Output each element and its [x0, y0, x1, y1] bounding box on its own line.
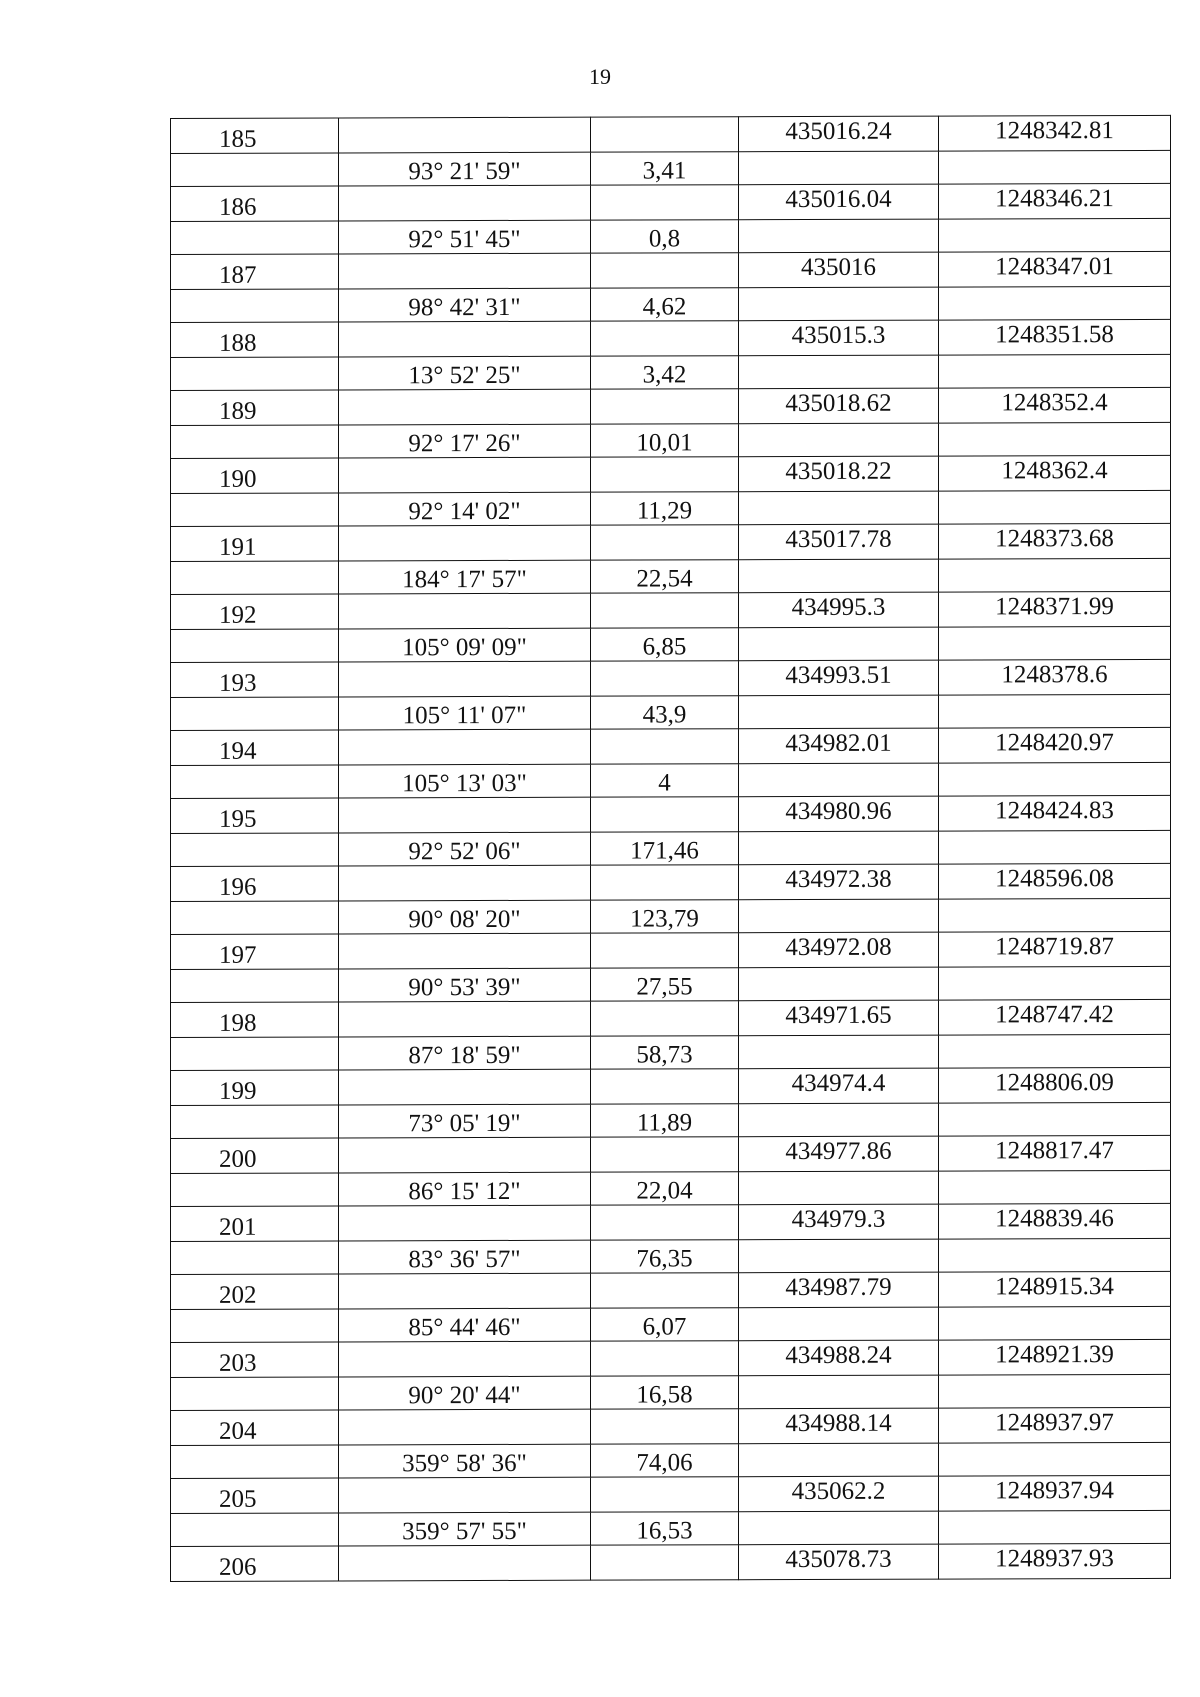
x-coordinate-cell	[739, 1103, 939, 1137]
direction-angle-cell: 359° 57' 55"	[339, 1512, 591, 1546]
direction-angle-cell	[339, 1545, 591, 1581]
distance-cell	[591, 253, 739, 288]
x-coordinate-cell	[739, 559, 939, 593]
x-coordinate-cell: 434974.4	[739, 1068, 939, 1104]
point-number-cell: 198	[171, 1002, 339, 1038]
segment-row	[171, 1034, 1171, 1070]
x-coordinate-cell	[739, 1511, 939, 1545]
y-coordinate-cell: 1248378.6	[939, 659, 1171, 695]
point-number-cell: 195	[171, 798, 339, 834]
y-coordinate-cell	[939, 1238, 1171, 1272]
point-number-cell	[171, 1445, 339, 1479]
direction-angle-cell: 92° 14' 02"	[339, 492, 591, 526]
direction-angle-cell: 92° 17' 26"	[339, 424, 591, 458]
direction-angle-cell: 98° 42' 31"	[339, 288, 591, 322]
distance-cell: 4	[591, 764, 739, 797]
direction-angle-cell	[339, 389, 591, 425]
direction-angle-cell: 359° 58' 36"	[339, 1444, 591, 1478]
y-coordinate-cell: 1248817.47	[939, 1135, 1171, 1171]
segment-row	[171, 1306, 1171, 1342]
point-number-cell: 187	[171, 254, 339, 290]
distance-cell: 16,53	[591, 1512, 739, 1545]
x-coordinate-cell	[739, 1035, 939, 1069]
point-number-cell: 188	[171, 322, 339, 358]
y-coordinate-cell	[939, 1170, 1171, 1204]
distance-cell	[591, 185, 739, 220]
direction-angle-cell	[339, 457, 591, 493]
y-coordinate-cell: 1248937.97	[939, 1407, 1171, 1443]
distance-cell: 11,29	[591, 492, 739, 525]
distance-cell	[591, 321, 739, 356]
distance-cell: 123,79	[591, 900, 739, 933]
distance-cell: 74,06	[591, 1444, 739, 1477]
x-coordinate-cell: 434982.01	[739, 728, 939, 764]
segment-row	[171, 830, 1171, 866]
distance-cell	[591, 865, 739, 900]
distance-cell: 43,9	[591, 696, 739, 729]
distance-cell	[591, 117, 739, 152]
point-number-cell	[171, 969, 339, 1003]
x-coordinate-cell: 434988.14	[739, 1408, 939, 1444]
point-number-cell	[171, 357, 339, 391]
point-number-cell: 206	[171, 1546, 339, 1582]
direction-angle-cell: 73° 05' 19"	[339, 1104, 591, 1138]
distance-cell: 4,62	[591, 288, 739, 321]
y-coordinate-cell: 1248747.42	[939, 999, 1171, 1035]
point-number-cell	[171, 561, 339, 595]
point-number-cell	[171, 1173, 339, 1207]
direction-angle-cell	[339, 1409, 591, 1445]
point-number-cell: 186	[171, 186, 339, 222]
x-coordinate-cell: 434988.24	[739, 1340, 939, 1376]
y-coordinate-cell	[939, 1442, 1171, 1476]
x-coordinate-cell: 435018.62	[739, 388, 939, 424]
direction-angle-cell: 85° 44' 46"	[339, 1308, 591, 1342]
point-number-cell	[171, 1377, 339, 1411]
x-coordinate-cell: 434987.79	[739, 1272, 939, 1308]
distance-cell	[591, 389, 739, 424]
x-coordinate-cell: 435078.73	[739, 1544, 939, 1580]
direction-angle-cell: 105° 11' 07"	[339, 696, 591, 730]
distance-cell	[591, 1273, 739, 1308]
x-coordinate-cell	[739, 287, 939, 321]
direction-angle-cell	[339, 933, 591, 969]
direction-angle-cell: 184° 17' 57"	[339, 560, 591, 594]
point-row	[171, 1067, 1171, 1105]
direction-angle-cell	[339, 1069, 591, 1105]
y-coordinate-cell: 1248342.81	[939, 115, 1171, 151]
distance-cell	[591, 1001, 739, 1036]
point-row	[171, 727, 1171, 765]
point-number-cell: 203	[171, 1342, 339, 1378]
y-coordinate-cell: 1248719.87	[939, 931, 1171, 967]
direction-angle-cell	[339, 253, 591, 289]
direction-angle-cell	[339, 525, 591, 561]
direction-angle-cell	[339, 1001, 591, 1037]
point-number-cell: 200	[171, 1138, 339, 1174]
point-row	[171, 251, 1171, 289]
point-number-cell	[171, 1037, 339, 1071]
y-coordinate-cell	[939, 1510, 1171, 1544]
x-coordinate-cell: 434979.3	[739, 1204, 939, 1240]
point-number-cell: 185	[171, 118, 339, 154]
distance-cell	[591, 1205, 739, 1240]
point-number-cell	[171, 153, 339, 187]
point-number-cell: 205	[171, 1478, 339, 1514]
x-coordinate-cell	[739, 1239, 939, 1273]
distance-cell	[591, 661, 739, 696]
distance-cell	[591, 797, 739, 832]
y-coordinate-cell	[939, 1306, 1171, 1340]
direction-angle-cell	[339, 1273, 591, 1309]
distance-cell: 76,35	[591, 1240, 739, 1273]
direction-angle-cell: 93° 21' 59"	[339, 152, 591, 186]
point-number-cell	[171, 425, 339, 459]
segment-row	[171, 1374, 1171, 1410]
x-coordinate-cell	[739, 1307, 939, 1341]
y-coordinate-cell: 1248921.39	[939, 1339, 1171, 1375]
y-coordinate-cell: 1248373.68	[939, 523, 1171, 559]
direction-angle-cell: 92° 52' 06"	[339, 832, 591, 866]
direction-angle-cell	[339, 1477, 591, 1513]
x-coordinate-cell	[739, 151, 939, 185]
distance-cell: 6,85	[591, 628, 739, 661]
point-row	[171, 183, 1171, 221]
point-number-cell: 193	[171, 662, 339, 698]
distance-cell	[591, 1409, 739, 1444]
point-row	[171, 1135, 1171, 1173]
direction-angle-cell	[339, 1205, 591, 1241]
y-coordinate-cell	[939, 1034, 1171, 1068]
x-coordinate-cell: 435062.2	[739, 1476, 939, 1512]
direction-angle-cell: 83° 36' 57"	[339, 1240, 591, 1274]
x-coordinate-cell: 435017.78	[739, 524, 939, 560]
y-coordinate-cell	[939, 830, 1171, 864]
distance-cell: 16,58	[591, 1376, 739, 1409]
segment-row	[171, 558, 1171, 594]
x-coordinate-cell	[739, 1375, 939, 1409]
y-coordinate-cell	[939, 286, 1171, 320]
distance-cell: 10,01	[591, 424, 739, 457]
direction-angle-cell	[339, 865, 591, 901]
direction-angle-cell: 90° 53' 39"	[339, 968, 591, 1002]
y-coordinate-cell	[939, 558, 1171, 592]
direction-angle-cell	[339, 117, 591, 153]
y-coordinate-cell	[939, 218, 1171, 252]
y-coordinate-cell: 1248420.97	[939, 727, 1171, 763]
direction-angle-cell	[339, 729, 591, 765]
segment-row	[171, 1170, 1171, 1206]
x-coordinate-cell	[739, 1443, 939, 1477]
coordinates-table	[170, 115, 1171, 1582]
segment-row	[171, 1238, 1171, 1274]
x-coordinate-cell: 434972.38	[739, 864, 939, 900]
distance-cell	[591, 1545, 739, 1580]
y-coordinate-cell	[939, 1102, 1171, 1136]
y-coordinate-cell	[939, 354, 1171, 388]
y-coordinate-cell: 1248352.4	[939, 387, 1171, 423]
direction-angle-cell: 87° 18' 59"	[339, 1036, 591, 1070]
coordinates-table-body	[171, 115, 1171, 1581]
x-coordinate-cell	[739, 355, 939, 389]
x-coordinate-cell	[739, 695, 939, 729]
direction-angle-cell	[339, 1341, 591, 1377]
point-row	[171, 591, 1171, 629]
x-coordinate-cell	[739, 967, 939, 1001]
y-coordinate-cell: 1248937.94	[939, 1475, 1171, 1511]
point-row	[171, 319, 1171, 357]
point-number-cell: 190	[171, 458, 339, 494]
point-number-cell	[171, 833, 339, 867]
point-number-cell: 204	[171, 1410, 339, 1446]
x-coordinate-cell	[739, 1171, 939, 1205]
direction-angle-cell	[339, 797, 591, 833]
y-coordinate-cell	[939, 898, 1171, 932]
y-coordinate-cell	[939, 422, 1171, 456]
y-coordinate-cell	[939, 626, 1171, 660]
segment-row	[171, 218, 1171, 254]
segment-row	[171, 286, 1171, 322]
distance-cell: 58,73	[591, 1036, 739, 1069]
point-row	[171, 523, 1171, 561]
point-number-cell	[171, 901, 339, 935]
direction-angle-cell	[339, 1137, 591, 1173]
x-coordinate-cell: 434977.86	[739, 1136, 939, 1172]
direction-angle-cell: 13° 52' 25"	[339, 356, 591, 390]
point-number-cell	[171, 629, 339, 663]
point-row	[171, 1407, 1171, 1445]
y-coordinate-cell	[939, 966, 1171, 1000]
point-number-cell: 189	[171, 390, 339, 426]
distance-cell: 3,42	[591, 356, 739, 389]
y-coordinate-cell	[939, 762, 1171, 796]
point-row	[171, 1203, 1171, 1241]
y-coordinate-cell: 1248351.58	[939, 319, 1171, 355]
distance-cell	[591, 1137, 739, 1172]
segment-row	[171, 762, 1171, 798]
segment-row	[171, 694, 1171, 730]
point-number-cell: 202	[171, 1274, 339, 1310]
direction-angle-cell	[339, 321, 591, 357]
x-coordinate-cell: 435016.04	[739, 184, 939, 220]
point-row	[171, 1339, 1171, 1377]
point-number-cell: 196	[171, 866, 339, 902]
distance-cell: 3,41	[591, 152, 739, 185]
point-number-cell: 192	[171, 594, 339, 630]
y-coordinate-cell: 1248839.46	[939, 1203, 1171, 1239]
distance-cell	[591, 933, 739, 968]
point-row	[171, 387, 1171, 425]
y-coordinate-cell	[939, 694, 1171, 728]
point-row	[171, 1271, 1171, 1309]
x-coordinate-cell	[739, 763, 939, 797]
segment-row	[171, 490, 1171, 526]
y-coordinate-cell	[939, 150, 1171, 184]
segment-row	[171, 1510, 1171, 1546]
point-number-cell	[171, 1309, 339, 1343]
x-coordinate-cell	[739, 423, 939, 457]
point-number-cell	[171, 1513, 339, 1547]
y-coordinate-cell: 1248347.01	[939, 251, 1171, 287]
point-row	[171, 115, 1171, 153]
distance-cell: 27,55	[591, 968, 739, 1001]
y-coordinate-cell: 1248806.09	[939, 1067, 1171, 1103]
distance-cell	[591, 525, 739, 560]
direction-angle-cell	[339, 661, 591, 697]
point-number-cell: 197	[171, 934, 339, 970]
direction-angle-cell	[339, 185, 591, 221]
x-coordinate-cell: 434972.08	[739, 932, 939, 968]
point-row	[171, 455, 1171, 493]
distance-cell: 6,07	[591, 1308, 739, 1341]
x-coordinate-cell	[739, 899, 939, 933]
point-row	[171, 931, 1171, 969]
x-coordinate-cell: 435018.22	[739, 456, 939, 492]
x-coordinate-cell: 434971.65	[739, 1000, 939, 1036]
x-coordinate-cell: 434980.96	[739, 796, 939, 832]
x-coordinate-cell	[739, 219, 939, 253]
point-row	[171, 863, 1171, 901]
point-number-cell: 201	[171, 1206, 339, 1242]
point-number-cell	[171, 221, 339, 255]
x-coordinate-cell	[739, 627, 939, 661]
point-number-cell	[171, 1105, 339, 1139]
point-number-cell	[171, 765, 339, 799]
x-coordinate-cell: 435015.3	[739, 320, 939, 356]
distance-cell	[591, 593, 739, 628]
point-row	[171, 795, 1171, 833]
direction-angle-cell: 90° 08' 20"	[339, 900, 591, 934]
x-coordinate-cell	[739, 491, 939, 525]
point-number-cell	[171, 493, 339, 527]
point-number-cell: 199	[171, 1070, 339, 1106]
x-coordinate-cell	[739, 831, 939, 865]
x-coordinate-cell: 434993.51	[739, 660, 939, 696]
point-number-cell: 194	[171, 730, 339, 766]
x-coordinate-cell: 435016	[739, 252, 939, 288]
y-coordinate-cell: 1248424.83	[939, 795, 1171, 831]
point-number-cell	[171, 1241, 339, 1275]
segment-row	[171, 1102, 1171, 1138]
segment-row	[171, 1442, 1171, 1478]
distance-cell	[591, 1341, 739, 1376]
y-coordinate-cell	[939, 490, 1171, 524]
point-number-cell: 191	[171, 526, 339, 562]
segment-row	[171, 898, 1171, 934]
segment-row	[171, 626, 1171, 662]
distance-cell	[591, 1477, 739, 1512]
direction-angle-cell: 86° 15' 12"	[339, 1172, 591, 1206]
distance-cell: 22,54	[591, 560, 739, 593]
direction-angle-cell	[339, 593, 591, 629]
coordinates-table-wrapper	[170, 115, 1170, 1582]
page-number: 19	[589, 64, 611, 89]
direction-angle-cell: 105° 13' 03"	[339, 764, 591, 798]
point-row	[171, 1475, 1171, 1513]
y-coordinate-cell: 1248915.34	[939, 1271, 1171, 1307]
point-number-cell	[171, 289, 339, 323]
direction-angle-cell: 92° 51' 45"	[339, 220, 591, 254]
point-row	[171, 1543, 1171, 1581]
distance-cell: 22,04	[591, 1172, 739, 1205]
direction-angle-cell: 90° 20' 44"	[339, 1376, 591, 1410]
point-number-cell	[171, 697, 339, 731]
segment-row	[171, 422, 1171, 458]
distance-cell	[591, 457, 739, 492]
point-row	[171, 999, 1171, 1037]
y-coordinate-cell: 1248346.21	[939, 183, 1171, 219]
point-row	[171, 659, 1171, 697]
y-coordinate-cell: 1248937.93	[939, 1543, 1171, 1579]
distance-cell: 171,46	[591, 832, 739, 865]
segment-row	[171, 354, 1171, 390]
distance-cell	[591, 729, 739, 764]
y-coordinate-cell: 1248362.4	[939, 455, 1171, 491]
distance-cell: 11,89	[591, 1104, 739, 1137]
y-coordinate-cell: 1248596.08	[939, 863, 1171, 899]
distance-cell: 0,8	[591, 220, 739, 253]
segment-row	[171, 966, 1171, 1002]
y-coordinate-cell: 1248371.99	[939, 591, 1171, 627]
direction-angle-cell: 105° 09' 09"	[339, 628, 591, 662]
distance-cell	[591, 1069, 739, 1104]
x-coordinate-cell: 434995.3	[739, 592, 939, 628]
x-coordinate-cell: 435016.24	[739, 116, 939, 152]
segment-row	[171, 150, 1171, 186]
y-coordinate-cell	[939, 1374, 1171, 1408]
